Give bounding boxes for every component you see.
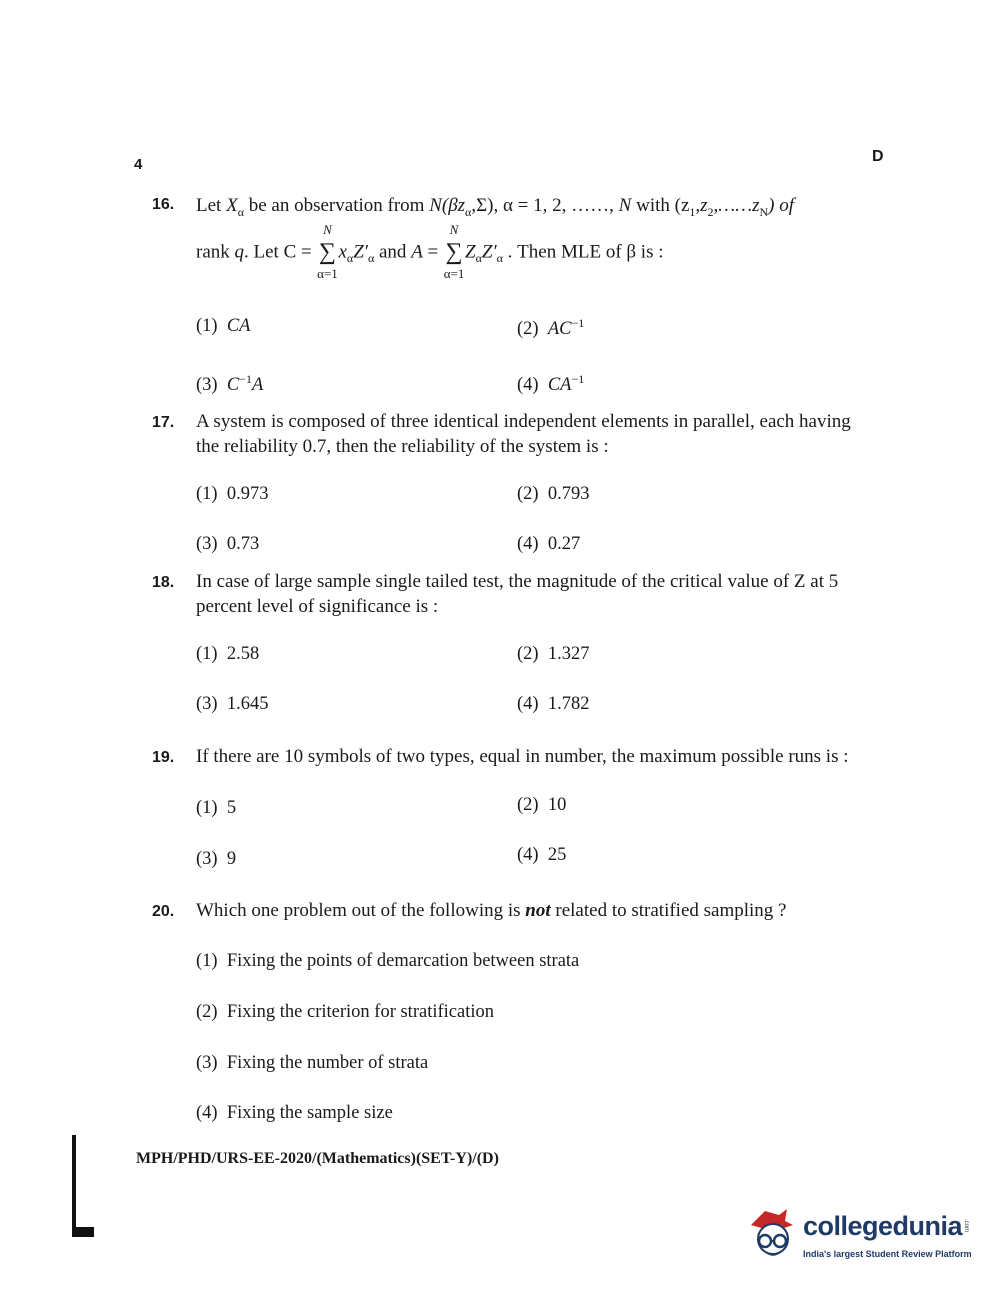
q18-option-1: (1) 2.58 [196, 644, 260, 664]
q19-option-3: (3) 9 [196, 849, 237, 869]
logo-dotcom: .com [963, 1219, 969, 1233]
q17-option-2: (2) 0.793 [517, 484, 590, 504]
q19-option-4: (4) 25 [517, 845, 567, 865]
q20-option-3: (3) Fixing the number of strata [196, 1053, 429, 1073]
question-16-number: 16. [152, 196, 175, 213]
paper-code-footer: MPH/PHD/URS-EE-2020/(Mathematics)(SET-Y)/(D) [136, 1150, 499, 1167]
q19-option-2: (2) 10 [517, 795, 567, 815]
logo-brand-text: collegedunia [803, 1211, 963, 1241]
scan-margin-mark [72, 1135, 94, 1237]
summation-2: N ∑ α=1 [443, 222, 465, 281]
q18-option-2: (2) 1.327 [517, 644, 590, 664]
q17-option-4: (4) 0.27 [517, 534, 581, 554]
q17-option-3: (3) 0.73 [196, 534, 260, 554]
question-20-number: 20. [152, 903, 175, 920]
q19-option-1: (1) 5 [196, 798, 237, 818]
logo-tagline: India's largest Student Review Platform [803, 1249, 972, 1259]
q16-option-3: (3) $C^{-1}A$ [196, 372, 264, 396]
q20-option-2: (2) Fixing the criterion for stratification [196, 1002, 494, 1022]
question-19-number: 19. [152, 749, 175, 766]
q18-option-4: (4) 1.782 [517, 694, 590, 714]
question-16-line-1: Let $X_\alpha$ be an observation from $N(\beta z_\alpha,\Sigma)$, α = 1, 2, ……, N with $(z_1,z_2,\dots\dots z_N)$ of [196, 195, 795, 219]
summation-1: N ∑ α=1 [317, 222, 338, 281]
set-code: D [872, 148, 884, 165]
q20-option-1: (1) Fixing the points of demarcation between strata [196, 951, 580, 971]
q20-option-4: (4) Fixing the sample size [196, 1103, 393, 1123]
mascot-icon [745, 1205, 801, 1261]
question-17-line-1: A system is composed of three identical independent elements in parallel, each having [196, 411, 851, 432]
q16-option-2: (2) $AC^{-1}$ [517, 316, 585, 340]
question-17-number: 17. [152, 414, 175, 431]
question-19-line-1: If there are 10 symbols of two types, equal in number, the maximum possible runs is : [196, 746, 849, 767]
question-17-line-2: the reliability 0.7, then the reliability of the system is : [196, 436, 609, 457]
q16-option-4: (4) $CA^{-1}$ [517, 372, 585, 396]
question-18-line-2: percent level of significance is : [196, 596, 439, 617]
collegedunia-logo [745, 1205, 975, 1265]
q18-option-3: (3) 1.645 [196, 694, 269, 714]
page-number: 4 [134, 156, 143, 173]
q17-option-1: (1) 0.973 [196, 484, 269, 504]
question-20-line-1: Which one problem out of the following is not related to stratified sampling ? [196, 900, 787, 921]
question-18-number: 18. [152, 574, 175, 591]
question-18-line-1: In case of large sample single tailed test, the magnitude of the critical value of Z at 5 [196, 571, 839, 592]
question-16-line-2: rank q. Let C = N ∑ α=1 $x_\alpha Z'_\alpha$ and A = N ∑ α=1 $Z_\alpha Z'_\alpha$ . Then MLE of β is : [196, 222, 664, 281]
q16-option-1: (1) CA [196, 316, 251, 336]
